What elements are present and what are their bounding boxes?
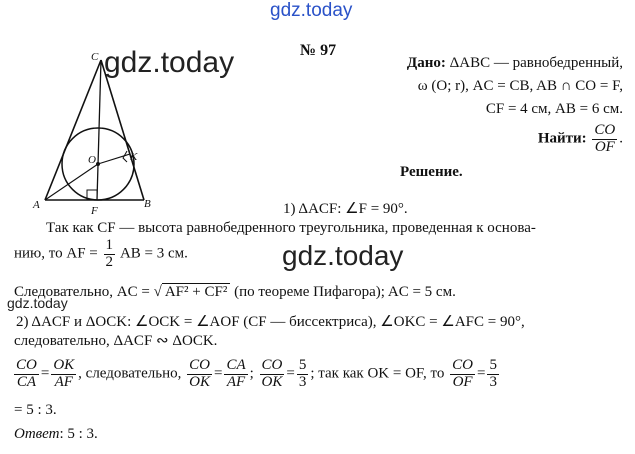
given-block [407,52,623,156]
solution-heading: Решение. [400,164,463,180]
given-line-3: CF = 4 см, AB = 6 см. [485,101,623,117]
fraction-ok-af: $\frac{OK}{AF}$ [53,357,75,390]
watermark-small: gdz.today [7,295,68,311]
label-o: O [88,154,96,166]
proportion-line: $\frac{CO}{CA}$ = $\frac{OK}{AF}$ , следовательно, $\frac{CO}{OK}$ = $\frac{CA}{AF}$ ; $\frac{CO}{OK}$ = $\frac{5}{3}$ ; так как OK = OF, то $\frac{CO}{OF}$ = $\frac{5}{3}$ [16,357,497,390]
given-text-1: ΔABC — равнобедренный, [449,55,623,71]
find-fraction: $\frac{CO}{OF}$ [594,122,616,155]
step-2: 2) ΔACF и ΔOCK: ∠OCK = ∠AOF (CF — биссектриса), ∠OKC = ∠AFC = 90°, [16,314,525,330]
fraction-five-thirds-2: $\frac{5}{3}$ [489,357,497,390]
label-k: K [130,151,138,163]
fraction-co-of: $\frac{CO}{OF}$ [452,357,473,390]
problem-number: № 97 [300,42,337,59]
result-line: = 5 : 3. [14,402,57,418]
label-f: F [91,205,98,217]
label-a: A [33,199,40,211]
watermark-figure: gdz.today [104,46,235,79]
find-line: Найти: $\frac{CO}{OF}$ . [537,122,623,155]
fraction-co-ok: $\frac{CO}{OK}$ [189,357,210,390]
triangle-figure [30,48,170,220]
fraction-co-ca: $\frac{CO}{CA}$ [16,357,37,390]
given-label: Дано: [406,55,446,71]
watermark-middle: gdz.today [282,240,404,271]
side-ac [45,60,101,200]
step-1: 1) ΔACF: ∠F = 90°. [283,201,408,217]
find-label: Найти: [537,130,587,147]
point-o [96,162,100,166]
fraction-five-thirds: $\frac{5}{3}$ [298,357,307,390]
text-line-2: нию, то AF = $\frac{1}{2}$ AB = 3 см. [14,237,188,270]
label-b: B [144,198,151,210]
right-angle-k [123,151,127,162]
radius-ok [98,154,130,164]
answer-label: Ответ [14,426,60,442]
answer-line [14,426,98,443]
answer-value: : 5 : 3. [59,426,98,442]
fraction-ca-af: $\frac{CA}{AF}$ [226,357,246,390]
fraction-co-ok-2: $\frac{CO}{OK}$ [261,357,283,390]
fraction-one-half: $\frac{1}{2}$ [105,237,114,270]
text-line-1: Так как CF — высота равнобедренного треугольника, проведенная к основа- [46,220,536,236]
given-line-2: ω (O; r), AC = CB, AB ∩ CO = F, [417,78,623,94]
square-root: √ AF² + CF² [154,283,231,300]
text-line-4: следовательно, ΔACF ∾ ΔOCK. [14,333,218,349]
given-line-1 [407,52,623,75]
label-c: C [91,51,99,63]
text-line-3: Следовательно, AC = √ AF² + CF² (по теореме Пифагора); AC = 5 см. [14,284,456,300]
watermark-top: gdz.today [270,0,353,21]
height-cf [97,60,101,200]
